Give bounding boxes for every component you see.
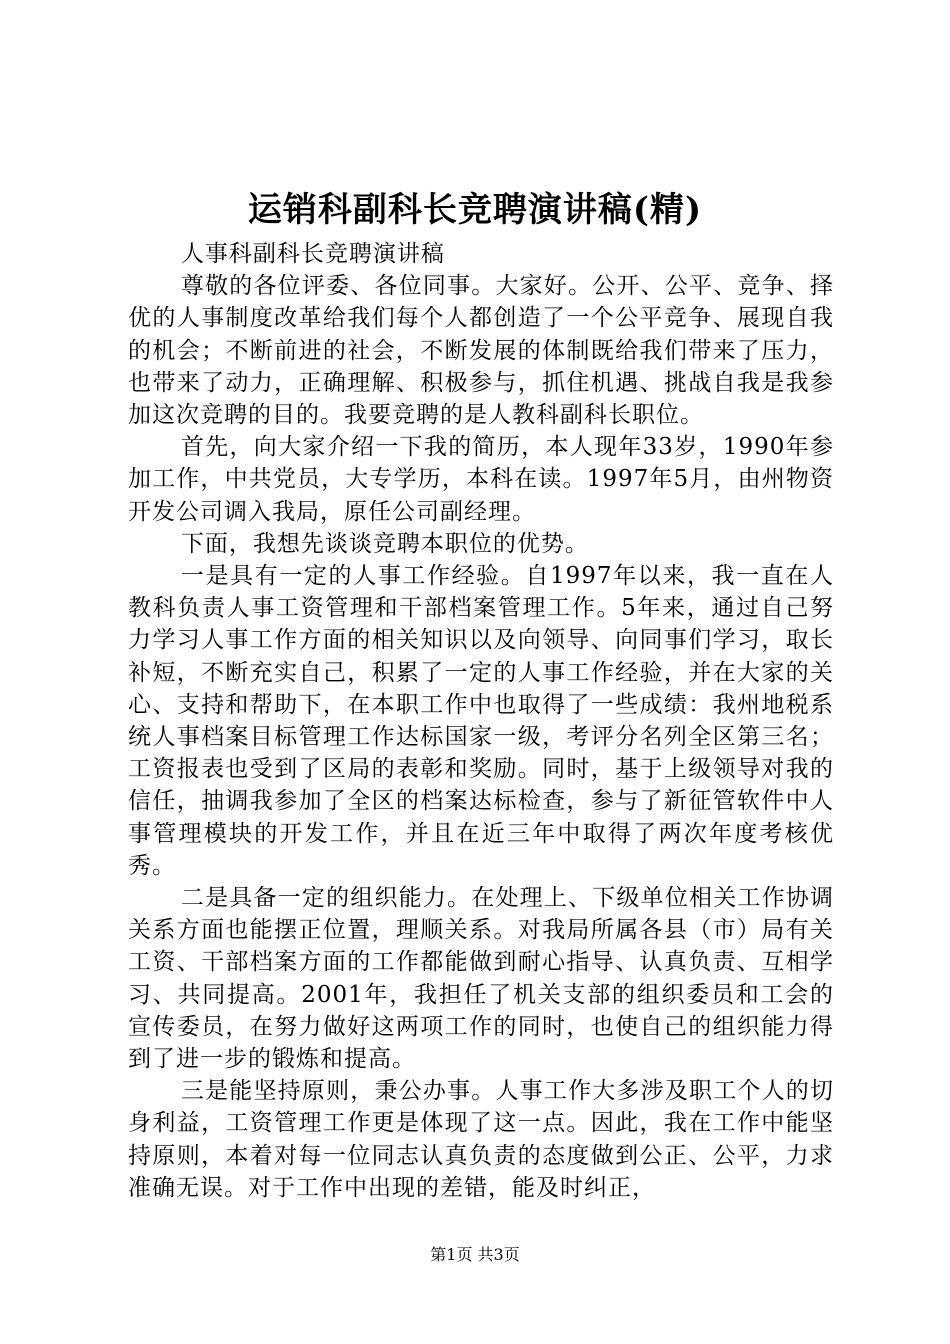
paragraph: 一是具有一定的人事工作经验。自1997年以来，我一直在人教科负责人事工资管理和干部档案管理工作。5年来，通过自己努力学习人事工作方面的相关知识以及向领导、向同事们学习，取长补短，不断充实自己，积累了一定的人事工作经验，并在大家的关心、支持和帮助下，在本职工作中也取得了一些成绩：我州地税系统人事档案目标管理工作达标国家一级，考评分名列全区第三名；工资报表也受到了区局的表彰和奖励。同时，基于上级领导对我的信任，抽调我参加了全区的档案达标检查，参与了新征管软件中人事管理模块的开发工作，并且在近三年中取得了两次年度考核优秀。 [128,563,834,879]
page-number-footer: 第1页 共3页 [430,1245,520,1264]
document-title: 运销科副科长竞聘演讲稿(精) [247,190,703,230]
paragraph: 下面，我想先谈谈竞聘本职位的优势。 [180,530,589,557]
paragraph: 尊敬的各位评委、各位同事。大家好。公开、公平、竞争、择优的人事制度改革给我们每个人都创造了一个公平竞争、展现自我的机会；不断前进的社会，不断发展的体制既给我们带来了压力，也带来了动力，正确理解、积极参与，抓住机遇、挑战自我是我参加这次竞聘的目的。我要竞聘的是人教科副科长职位。 [128,273,834,429]
paragraph: 三是能坚持原则，秉公办事。人事工作大多涉及职工个人的切身利益，工资管理工作更是体现了这一点。因此，我在工作中能坚持原则，本着对每一位同志认真负责的态度做到公正、公平，力求准确无误。对于工作中出现的差错，能及时纠正， [128,1078,834,1201]
paragraph: 人事科副科长竞聘演讲稿 [180,241,445,267]
document-body [128,238,834,1204]
paragraph: 首先，向大家介绍一下我的简历，本人现年33岁，1990年参加工作，中共党员，大专学历，本科在读。1997年5月，由州物资开发公司调入我局，原任公司副经理。 [128,434,834,525]
paragraph: 二是具备一定的组织能力。在处理上、下级单位相关工作协调关系方面也能摆正位置，理顺关系。对我局所属各县（市）局有关工资、干部档案方面的工作都能做到耐心指导、认真负责、互相学习、共同提高。2001年，我担任了机关支部的组织委员和工会的宣传委员，在努力做好这两项工作的同时，也使自己的组织能力得到了进一步的锻炼和提高。 [128,885,834,1073]
